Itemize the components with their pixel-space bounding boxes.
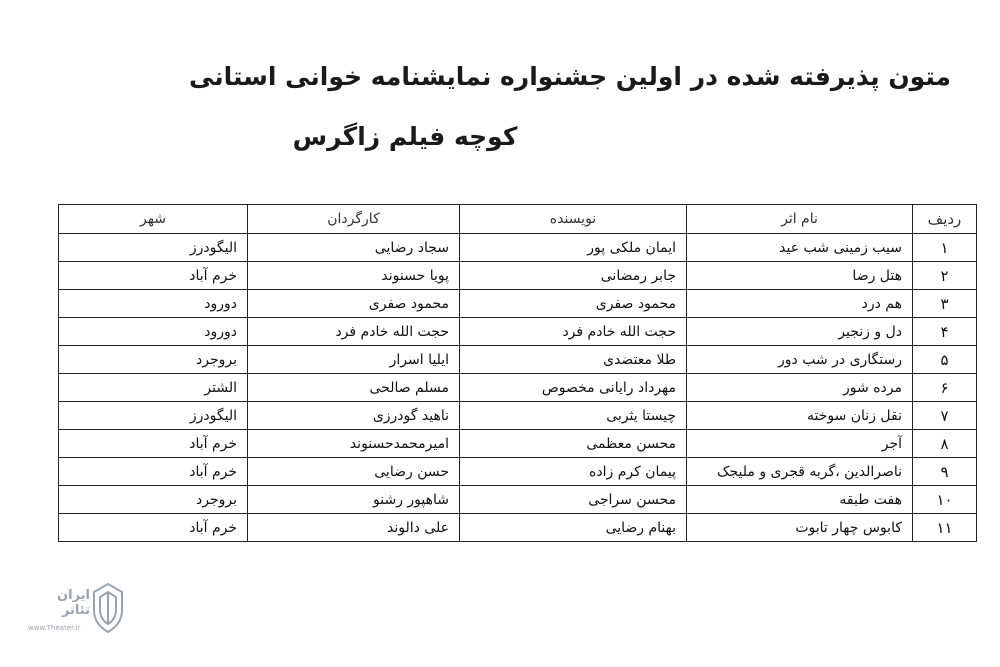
cell-rank: ۱۰ [913,486,977,514]
cell-title: نقل زنان سوخته [687,402,913,430]
cell-writer: مهرداد رایانی مخصوص [460,374,687,402]
table-row [59,514,977,542]
column-header-director: کارگردان [248,205,460,234]
cell-director: سجاد رضایی [248,234,460,262]
cell-writer: طلا معتضدی [460,346,687,374]
accepted-plays-table [58,204,977,542]
cell-writer: محمود صفری [460,290,687,318]
cell-director: ایلیا اسرار [248,346,460,374]
cell-title: ناصرالدین ،گربه قجری و ملیجک [687,458,913,486]
table-row [59,486,977,514]
column-header-writer: نویسنده [460,205,687,234]
table-row [59,458,977,486]
cell-director: علی دالوند [248,514,460,542]
theater-watermark [28,580,148,640]
column-header-title: نام اثر [687,205,913,234]
table-row [59,318,977,346]
cell-writer: پیمان کرم زاده [460,458,687,486]
cell-director: حجت الله خادم فرد [248,318,460,346]
page-subtitle: کوچه فیلم زاگرس [292,122,518,151]
cell-writer: محسن سراجی [460,486,687,514]
cell-rank: ۶ [913,374,977,402]
cell-director: مسلم صالحی [248,374,460,402]
table-row [59,346,977,374]
cell-title: هتل رضا [687,262,913,290]
cell-title: هم درد [687,290,913,318]
table-header-row [59,205,977,234]
cell-rank: ۵ [913,346,977,374]
cell-writer: محسن معظمی [460,430,687,458]
cell-city: خرم آباد [59,262,248,290]
cell-director: پویا حسنوند [248,262,460,290]
table-row [59,262,977,290]
table-row [59,402,977,430]
cell-city: خرم آباد [59,458,248,486]
cell-writer: بهنام رضایی [460,514,687,542]
cell-director: امیرمحمدحسنوند [248,430,460,458]
cell-writer: حجت الله خادم فرد [460,318,687,346]
page-title: متون پذیرفته شده در اولین جشنواره نمایشنامه خوانی استانی [188,62,952,91]
cell-city: دورود [59,290,248,318]
cell-writer: ایمان ملکی پور [460,234,687,262]
cell-title: دل و زنجیر [687,318,913,346]
cell-title: رستگاری در شب دور [687,346,913,374]
cell-rank: ۸ [913,430,977,458]
cell-rank: ۲ [913,262,977,290]
table-row [59,374,977,402]
cell-city: الیگودرز [59,402,248,430]
column-header-city: شهر [59,205,248,234]
cell-rank: ۴ [913,318,977,346]
watermark-name: ایران تئاتر [57,588,90,618]
cell-writer: جابر رمضانی [460,262,687,290]
cell-city: الیگودرز [59,234,248,262]
cell-city: خرم آباد [59,514,248,542]
table-row [59,290,977,318]
table-row [59,234,977,262]
cell-title: سیب زمینی شب عید [687,234,913,262]
cell-rank: ۱ [913,234,977,262]
cell-title: مرده شور [687,374,913,402]
cell-rank: ۱۱ [913,514,977,542]
cell-director: محمود صفری [248,290,460,318]
column-header-rank: ردیف [913,205,977,234]
cell-writer: چیستا یثربی [460,402,687,430]
cell-rank: ۹ [913,458,977,486]
cell-rank: ۳ [913,290,977,318]
cell-title: کابوس چهار تابوت [687,514,913,542]
cell-title: آجر [687,430,913,458]
cell-director: شاهپور رشنو [248,486,460,514]
table-row [59,430,977,458]
cell-city: بروجرد [59,486,248,514]
cell-city: الشتر [59,374,248,402]
cell-city: بروجرد [59,346,248,374]
cell-city: خرم آباد [59,430,248,458]
cell-city: دورود [59,318,248,346]
cell-rank: ۷ [913,402,977,430]
cell-title: هفت طبقه [687,486,913,514]
watermark-url: www.Theater.ir [28,624,81,632]
cell-director: حسن رضایی [248,458,460,486]
cell-director: ناهید گودرزی [248,402,460,430]
